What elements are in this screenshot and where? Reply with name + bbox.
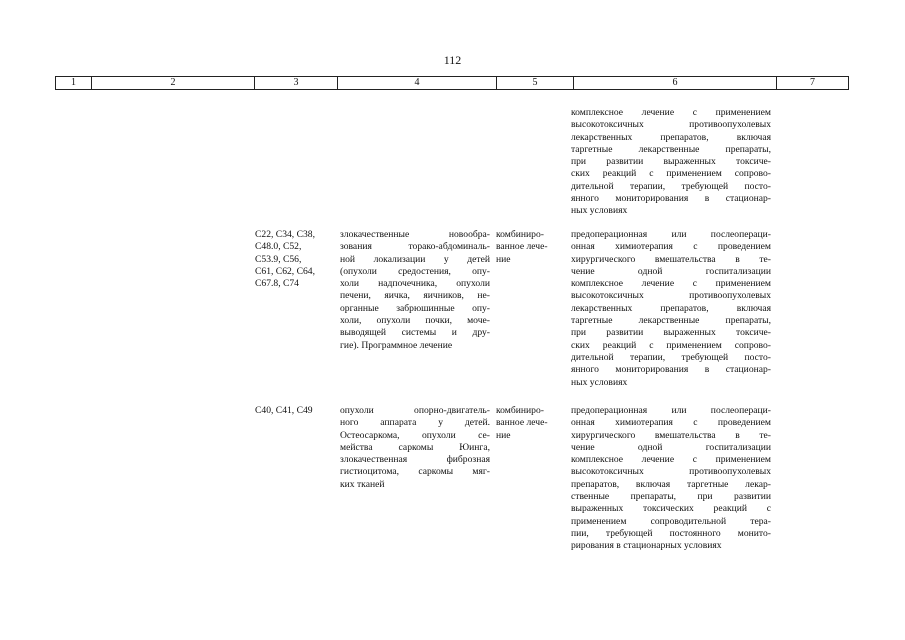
row1-methods-line: чение одной госпитализации [571, 265, 771, 277]
row2-methods-line: рирования в стационарных условиях [571, 540, 722, 552]
row1-treatment-type-line: ние [496, 253, 511, 265]
row2-methods-line: выраженных токсических реакций с [571, 503, 771, 515]
continuation-methods-line: янного мониторирования в стационар- [571, 193, 771, 205]
row2-treatment-type-line: ние [496, 429, 511, 441]
row1-description-line: (опухоли средостения, опу- [340, 265, 490, 277]
continuation-methods-line: высокотоксичных противоопухолевых [571, 119, 771, 131]
column-header-row [55, 76, 849, 90]
row1-methods-line: таргетные лекарственные препараты, [571, 315, 771, 327]
row2-methods-line: пии, требующей постоянного монито- [571, 527, 771, 539]
row1-methods-line: онная химиотерапия с проведением [571, 241, 771, 253]
continuation-methods-line: лекарственных препаратов, включая [571, 131, 771, 143]
row1-codes-line: C53.9, C56, [255, 253, 302, 265]
row2-methods-line: предоперационная или послеопераци- [571, 405, 771, 416]
row1-methods-line: комплексное лечение с применением [571, 278, 771, 290]
column-header-5: 5 [497, 77, 574, 90]
row1-treatment-type-line: ванное лече- [496, 241, 548, 253]
row1-methods-line: ских реакций с применением сопрово- [571, 339, 771, 351]
row1-treatment-type-line: комбиниро- [496, 229, 544, 240]
column-header-7: 7 [777, 77, 849, 90]
row1-methods-line: дительной терапии, требующей посто- [571, 351, 771, 363]
row1-codes-line: C67.8, C74 [255, 278, 299, 290]
continuation-methods-line: дительной терапии, требующей посто- [571, 180, 771, 192]
row1-description-line: ной локализации у детей [340, 253, 490, 265]
continuation-methods-line: при развитии выраженных токсиче- [571, 156, 771, 168]
row1-description-line: выводящей системы и дру- [340, 327, 490, 339]
row1-methods-line: лекарственных препаратов, включая [571, 302, 771, 314]
row1-description [340, 229, 490, 352]
continuation-methods-line: ских реакций с применением сопрово- [571, 168, 771, 180]
continuation-methods [571, 107, 771, 218]
row2-description-line: опухоли опорно-двигатель- [340, 405, 490, 416]
page-number: 112 [443, 53, 462, 67]
row1-description-line: злокачественные новообра- [340, 229, 490, 240]
row1-description-line: холи надпочечника, опухоли [340, 278, 490, 290]
row1-methods-line: предоперационная или послеопераци- [571, 229, 771, 240]
row2-description [340, 405, 490, 491]
row1-description-line: гие). Программное лечение [340, 339, 453, 351]
row2-codes [255, 405, 334, 417]
row1-methods-line: янного мониторирования в стационар- [571, 364, 771, 376]
row2-description-line: мейства саркомы Юинга, [340, 441, 490, 453]
column-header-3: 3 [255, 77, 338, 90]
row2-description-line: злокачественная фиброзная [340, 454, 490, 466]
row1-codes-line: C48.0, C52, [255, 241, 302, 253]
row2-methods-line: высокотоксичных противоопухолевых [571, 466, 771, 478]
row1-description-line: холи, опухоли почки, моче- [340, 315, 490, 327]
row2-methods-line: комплексное лечение с применением [571, 454, 771, 466]
row2-treatment-type [496, 405, 566, 442]
continuation-methods-line: ных условиях [571, 205, 628, 217]
row1-methods-line: высокотоксичных противоопухолевых [571, 290, 771, 302]
row2-treatment-type-line: комбиниро- [496, 405, 544, 416]
continuation-methods-line: таргетные лекарственные препараты, [571, 143, 771, 155]
row2-methods-line: препаратов, включая таргетные лекар- [571, 478, 771, 490]
row2-methods [571, 405, 771, 553]
row1-methods-line: ных условиях [571, 376, 628, 388]
row2-description-line: ного аппарата у детей. [340, 417, 490, 429]
row2-methods-line: хирургического вмешательства в те- [571, 429, 771, 441]
row2-methods-line: ственные препараты, при развитии [571, 491, 771, 503]
column-header-6: 6 [574, 77, 777, 90]
continuation-methods-line: комплексное лечение с применением [571, 107, 771, 118]
row1-treatment-type [496, 229, 566, 266]
row2-methods-line: применением сопроводительной тера- [571, 515, 771, 527]
row1-methods-line: при развитии выраженных токсиче- [571, 327, 771, 339]
row2-description-line: гистиоцитома, саркомы мяг- [340, 466, 490, 478]
row1-codes-line: C61, C62, C64, [255, 265, 315, 277]
row1-codes-line: C22, C34, C38, [255, 229, 315, 240]
row1-methods [571, 229, 771, 389]
row2-codes-line: C40, C41, C49 [255, 405, 313, 416]
row2-description-line: ких тканей [340, 478, 385, 490]
row2-methods-line: чение одной госпитализации [571, 441, 771, 453]
row2-description-line: Остеосаркома, опухоли се- [340, 429, 490, 441]
row1-description-line: зования торако-абдоминаль- [340, 241, 490, 253]
row1-codes [255, 229, 334, 290]
row2-treatment-type-line: ванное лече- [496, 417, 548, 429]
row1-description-line: органные забрюшинные опу- [340, 302, 490, 314]
row1-methods-line: хирургического вмешательства в те- [571, 253, 771, 265]
column-header-1: 1 [56, 77, 92, 90]
column-header-4: 4 [338, 77, 497, 90]
row1-description-line: печени, яичка, яичников, не- [340, 290, 490, 302]
column-header-2: 2 [92, 77, 255, 90]
row2-methods-line: онная химиотерапия с проведением [571, 417, 771, 429]
